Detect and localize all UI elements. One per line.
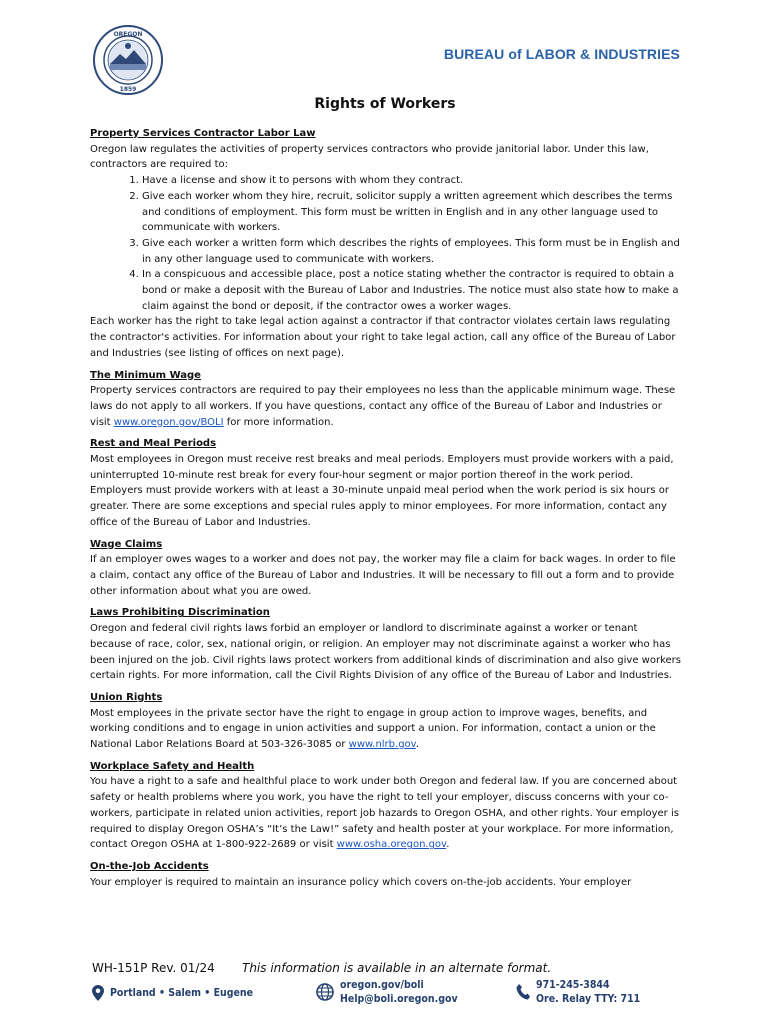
phone-contact [516,978,640,1006]
section-heading: The Minimum Wage [90,369,201,381]
section-body: Oregon and federal civil rights laws forbid an employer or landlord to discriminate against a worker or tenant because of race, color, sex, national origin, or religion. An employer may not discriminate against a worker who has been injured on the job. Civil rights laws protect workers from additional kinds of discrimination and also give workers certain rights. For more information, call the Civil Rights Division of any office of the Bureau of Labor and Industries. [90,623,681,682]
nlrb-website-link[interactable]: www.nlrb.gov [348,739,416,751]
phone-icon [516,984,530,1000]
list-item: 3. Give each worker a written form which describes the rights of employees. This form must be in English and in any other language used to communicate with workers. [142,236,682,267]
relay-number: Ore. Relay TTY: 711 [536,993,641,1005]
osha-website-link[interactable]: www.osha.oregon.gov [336,839,447,851]
globe-icon [316,983,334,1001]
form-code: WH-151P Rev. 01/24 [92,961,215,975]
section-outro: Each worker has the right to take legal action against a contractor if that contractor violates certain laws regulating the contractor's activities. For information about your right to take legal action, call any office of the Bureau of Labor and Industries (see listing of offices on next page). [90,316,676,359]
requirements-list [90,173,682,314]
oregon-state-seal [92,24,164,96]
body-text: You have a right to a safe and healthful place to work under both Oregon and federal law. If you are concerned about safety or health problems where you work, you have the right to tell your employer, discuss concerns with your co-workers, participate in related union activities, report job hazards to Oregon OSHA, and other rights. Your employer is required to display Oregon OSHA’s “It’s the Law!” safety and health poster at your workplace. For more information, contact Oregon OSHA at 1-800-922-2689 or visit [90,776,679,851]
phone-number[interactable]: 971-245-3844 [536,979,610,991]
list-item: 4. In a conspicuous and accessible place, post a notice stating whether the contractor is required to obtain a bond or make a deposit with the Bureau of Labor and Industries. The notice must also state how to make a claim against the bond or deposit, if the contractor owes a worker wages. [142,267,682,314]
email-link[interactable]: Help@boli.oregon.gov [340,993,458,1005]
office-locations [92,985,253,1001]
section-body [90,383,682,430]
list-item: 2. Give each worker whom they hire, recruit, solicitor supply a written agreement which describes the terms and conditions of employment. This form must be written in English and in any other language used to communicate with workers. [142,189,682,236]
svg-text:OREGON: OREGON [113,31,143,38]
section-heading: Union Rights [90,691,163,703]
document-title: Rights of Workers [314,96,456,112]
map-pin-icon [92,985,104,1001]
section-body: Most employees in Oregon must receive rest breaks and meal periods. Employers must provide workers with a paid, uninterrupted 10-minute rest break for every four-hour segment or major portion thereof in the work period. Employers must provide workers with at least a 30-minute unpaid meal period when the work period is six hours or greater. There are some exceptions and special rules apply to minor employees. For more information, contact any office of the Bureau of Labor and Industries. [90,454,674,528]
document-body [90,126,682,890]
phone-lines [536,978,640,1006]
section-body: Your employer is required to maintain an insurance policy which covers on-the-job accidents. Your employer [90,876,632,888]
locations-text: Portland • Salem • Eugene [110,987,254,999]
section-intro: Oregon law regulates the activities of property services contractors who provide janitorial labor. Under this law, contractors are required to: [90,143,649,171]
body-text: . [446,839,450,851]
web-contact [316,978,458,1006]
body-text: . [415,739,419,751]
bureau-name: BUREAU of LABOR & INDUSTRIES [443,46,680,62]
section-heading: Workplace Safety and Health [90,760,255,772]
list-item: 1. Have a license and show it to persons with whom they contract. [142,173,682,189]
website-link[interactable]: oregon.gov/boli [340,979,424,991]
section-heading: Property Services Contractor Labor Law [90,128,316,139]
section-heading: Rest and Meal Periods [90,438,217,450]
body-text: Property services contractors are required to pay their employees no less than the applicable minimum wage. These laws do not apply to all workers. If you have questions, contact any office of the Bureau of Labor and Industries or visit [90,385,676,428]
svg-text:1859: 1859 [119,86,137,93]
section-body [90,706,682,753]
boli-website-link[interactable]: www.oregon.gov/BOLI [113,416,224,428]
alternate-format-note: This information is available in an alternate format. [242,961,552,975]
body-text: Most employees in the private sector have the right to engage in group action to improve wages, benefits, and working conditions and to engage in union activities and support a union. For information, contact a union or the National Labor Relations Board at 503-326-3085 or [90,707,656,751]
section-heading: Wage Claims [90,538,163,550]
section-heading: Laws Prohibiting Discrimination [90,607,270,619]
section-body [90,774,682,853]
body-text: for more information. [223,416,334,428]
web-lines [340,978,458,1006]
section-heading: On-the-Job Accidents [90,860,209,872]
section-body: If an employer owes wages to a worker and does not pay, the worker may file a claim for back wages. In order to file a claim, contact any office of the Bureau of Labor and Industries. It will be necessary to fill out a form and to provide other information about what you are owed. [90,554,676,597]
